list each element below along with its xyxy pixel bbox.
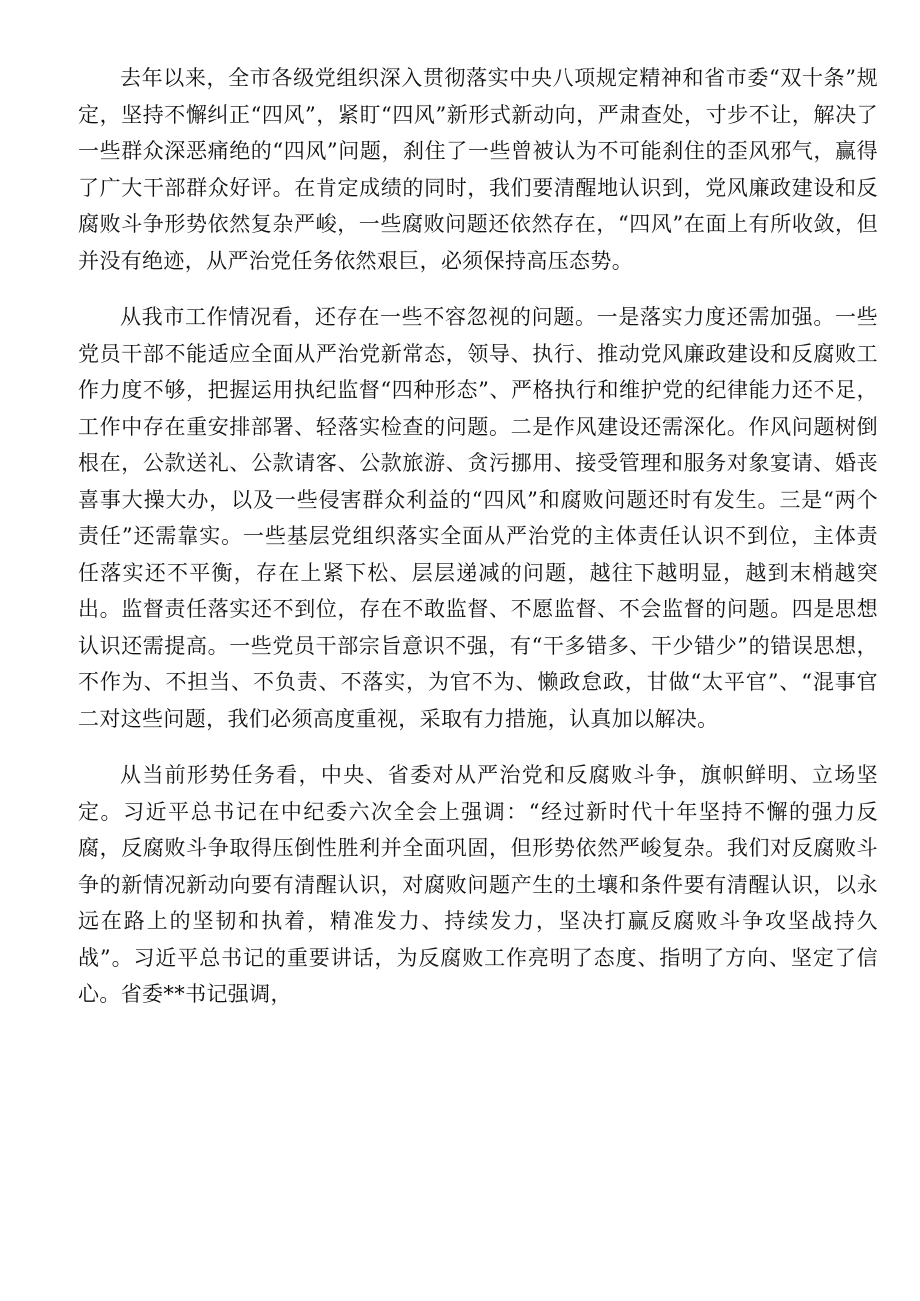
document-page — [78, 60, 878, 1013]
paragraph-spacer — [78, 737, 878, 757]
paragraph-3: 从当前形势任务看，中央、省委对从严治党和反腐败斗争，旗帜鲜明、立场坚定。习近平总书记在中纪委六次全会上强调：“经过新时代十年坚持不懈的强力反腐，反腐败斗争取得压倒性胜利并全面巩固，但形势依然严峻复杂。我们对反腐败斗争的新情况新动向要有清醒认识，对腐败问题产生的土壤和条件要有清醒认识，以永远在路上的坚韧和执着，精准发力、持续发力，坚决打赢反腐败斗争攻坚战持久战”。习近平总书记的重要讲话，为反腐败工作亮明了态度、指明了方向、坚定了信心。省委**书记强调， — [78, 763, 878, 1006]
paragraph-1: 去年以来，全市各级党组织深入贯彻落实中央八项规定精神和省市委“双十条”规定，坚持不懈纠正“四风”，紧盯“四风”新形式新动向，严肃查处，寸步不让，解决了一些群众深恶痛绝的“四风”问题，刹住了一些曾被认为不可能刹住的歪风邪气，赢得了广大干部群众好评。在肯定成绩的同时，我们要清醒地认识到，党风廉政建设和反腐败斗争形势依然复杂严峻，一些腐败问题还依然存在，“四风”在面上有所收敛，但并没有绝迹，从严治党任务依然艰巨，必须保持高压态势。 — [78, 66, 878, 273]
paragraph-spacer — [78, 279, 878, 299]
paragraph-2: 从我市工作情况看，还存在一些不容忽视的问题。一是落实力度还需加强。一些党员干部不能适应全面从严治党新常态，领导、执行、推动党风廉政建设和反腐败工作力度不够，把握运用执纪监督“四种形态”、严格执行和维护党的纪律能力还不足，工作中存在重安排部署、轻落实检查的问题。二是作风建设还需深化。作风问题树倒根在，公款送礼、公款请客、公款旅游、贪污挪用、接受管理和服务对象宴请、婚丧喜事大操大办，以及一些侵害群众利益的“四风”和腐败问题还时有发生。三是“两个责任”还需靠实。一些基层党组织落实全面从严治党的主体责任认识不到位，主体责任落实还不平衡，存在上紧下松、层层递减的问题，越往下越明显，越到末梢越突出。监督责任落实还不到位，存在不敢监督、不愿监督、不会监督的问题。四是思想认识还需提高。一些党员干部宗旨意识不强，有“干多错多、干少错少”的错误思想，不作为、不担当、不负责、不落实，为官不为、懒政怠政，甘做“太平官”、“混事官二对这些问题，我们必须高度重视，采取有力措施，认真加以解决。 — [78, 305, 878, 731]
